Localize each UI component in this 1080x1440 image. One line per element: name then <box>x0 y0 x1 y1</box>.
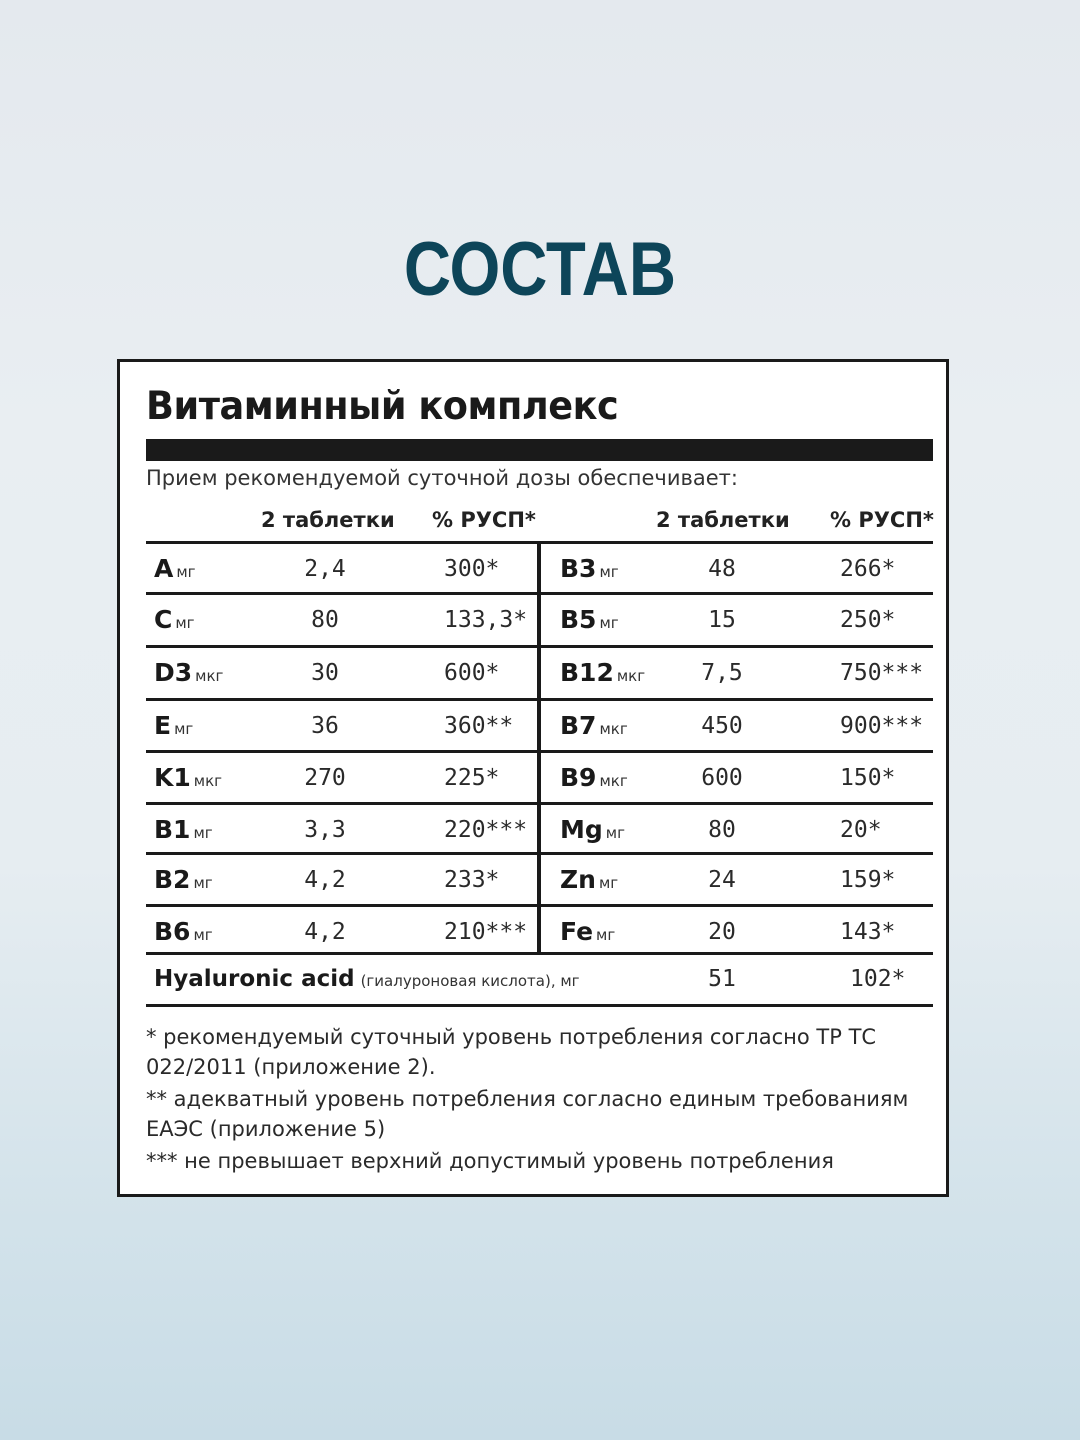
footnote: *** не превышает верхний допустимый уровень потребления <box>146 1149 834 1173</box>
rusp-percent: 210*** <box>444 919 528 945</box>
nutrient-symbol: B2 <box>154 865 191 894</box>
nutrient-name <box>154 907 213 957</box>
hyaluronic-note: (гиалуроновая кислота), мг <box>360 972 580 990</box>
dose-value: 270 <box>304 765 346 791</box>
rusp-percent: 600* <box>444 660 500 686</box>
nutrient-unit: мг <box>599 614 619 632</box>
nutrient-symbol: Mg <box>560 815 603 844</box>
nutrient-name <box>560 595 619 645</box>
dose-value: 600 <box>701 765 743 791</box>
nutrient-name <box>154 648 223 698</box>
nutrient-symbol: Zn <box>560 865 596 894</box>
dose-value: 15 <box>708 607 736 633</box>
nutrient-name <box>154 544 196 594</box>
nutrient-unit: мг <box>193 824 213 842</box>
nutrition-label-card <box>117 359 949 1197</box>
rusp-percent: 20* <box>840 817 882 843</box>
footnote: * рекомендуемый суточный уровень потребления согласно ТР ТС 022/2011 (приложение 2). <box>146 1025 877 1079</box>
rusp-percent: 220*** <box>444 817 528 843</box>
nutrient-unit: мкг <box>599 772 628 790</box>
nutrient-name <box>560 855 618 905</box>
rusp-percent: 750*** <box>840 660 924 686</box>
rusp-percent: 266* <box>840 556 896 582</box>
nutrient-name <box>154 954 580 1004</box>
nutrient-symbol: B1 <box>154 815 191 844</box>
nutrient-symbol: B6 <box>154 917 191 946</box>
dose-value: 20 <box>708 919 736 945</box>
rusp-percent: 233* <box>444 867 500 893</box>
footnote: ** адекватный уровень потребления согласно единым требованиям ЕАЭС (приложение 5) <box>146 1087 909 1141</box>
footnotes <box>146 1022 936 1178</box>
rusp-percent: 143* <box>840 919 896 945</box>
nutrient-name <box>560 648 645 698</box>
nutrient-symbol: B7 <box>560 711 597 740</box>
rusp-percent: 300* <box>444 556 500 582</box>
rusp-percent: 225* <box>444 765 500 791</box>
nutrient-unit: мкг <box>616 667 646 685</box>
dose-value: 2,4 <box>304 556 346 582</box>
nutrient-name <box>560 907 615 957</box>
dose-value: 51 <box>708 966 736 992</box>
nutrient-name <box>154 805 213 855</box>
nutrient-unit: мкг <box>193 772 223 790</box>
nutrient-symbol: D3 <box>154 658 193 687</box>
dose-value: 30 <box>311 660 339 686</box>
column-divider <box>537 544 541 952</box>
dose-value: 80 <box>311 607 339 633</box>
dose-value: 450 <box>701 713 743 739</box>
nutrient-unit: мг <box>599 563 619 581</box>
nutrient-unit: мг <box>605 824 625 842</box>
nutrient-name <box>560 544 619 594</box>
dose-value: 80 <box>708 817 736 843</box>
nutrient-symbol: B9 <box>560 763 597 792</box>
dose-value: 24 <box>708 867 736 893</box>
nutrient-unit: мг <box>193 874 213 892</box>
nutrient-name <box>560 701 628 751</box>
nutrient-name <box>560 805 625 855</box>
intro-text: Прием рекомендуемой суточной дозы обеспечивает: <box>146 466 738 490</box>
rusp-percent: 900*** <box>840 713 924 739</box>
nutrient-symbol: B12 <box>560 658 614 687</box>
dose-value: 36 <box>311 713 339 739</box>
nutrient-unit: мкг <box>599 720 628 738</box>
nutrient-unit: мг <box>598 874 619 892</box>
col-header-right-dose: 2 таблетки <box>656 508 790 532</box>
rusp-percent: 360** <box>444 713 514 739</box>
nutrient-symbol: E <box>154 711 172 740</box>
nutrient-unit: мг <box>175 614 195 632</box>
rusp-percent: 133,3* <box>444 607 528 633</box>
nutrient-unit: мг <box>176 563 196 581</box>
col-header-right-pct: % РУСП* <box>830 508 934 532</box>
hyaluronic-name: Hyaluronic acid <box>154 966 355 992</box>
dose-value: 48 <box>708 556 736 582</box>
nutrient-name <box>154 753 222 803</box>
rusp-percent: 150* <box>840 765 896 791</box>
dose-value: 7,5 <box>701 660 743 686</box>
heading-divider-bar <box>146 439 933 461</box>
page-title: СОСТАВ <box>403 227 677 312</box>
rusp-percent: 159* <box>840 867 896 893</box>
row-divider <box>146 1004 933 1007</box>
nutrient-name <box>154 595 195 645</box>
nutrient-name <box>560 753 628 803</box>
nutrient-unit: мг <box>596 926 616 944</box>
nutrient-symbol: K1 <box>154 763 191 792</box>
dose-value: 3,3 <box>304 817 346 843</box>
nutrient-symbol: C <box>154 605 173 634</box>
nutrient-name <box>154 855 213 905</box>
col-header-left-pct: % РУСП* <box>432 508 536 532</box>
dose-value: 4,2 <box>304 867 346 893</box>
card-heading: Витаминный комплекс <box>146 384 619 429</box>
rusp-percent: 250* <box>840 607 896 633</box>
nutrient-symbol: A <box>154 554 174 583</box>
nutrient-symbol: B3 <box>560 554 597 583</box>
nutrient-unit: мг <box>174 720 194 738</box>
rusp-percent: 102* <box>850 966 906 992</box>
col-header-left-dose: 2 таблетки <box>261 508 395 532</box>
nutrient-symbol: Fe <box>560 917 594 946</box>
nutrient-unit: мкг <box>195 667 224 685</box>
nutrient-unit: мг <box>193 926 213 944</box>
nutrient-symbol: B5 <box>560 605 597 634</box>
nutrient-name <box>154 701 193 751</box>
dose-value: 4,2 <box>304 919 346 945</box>
